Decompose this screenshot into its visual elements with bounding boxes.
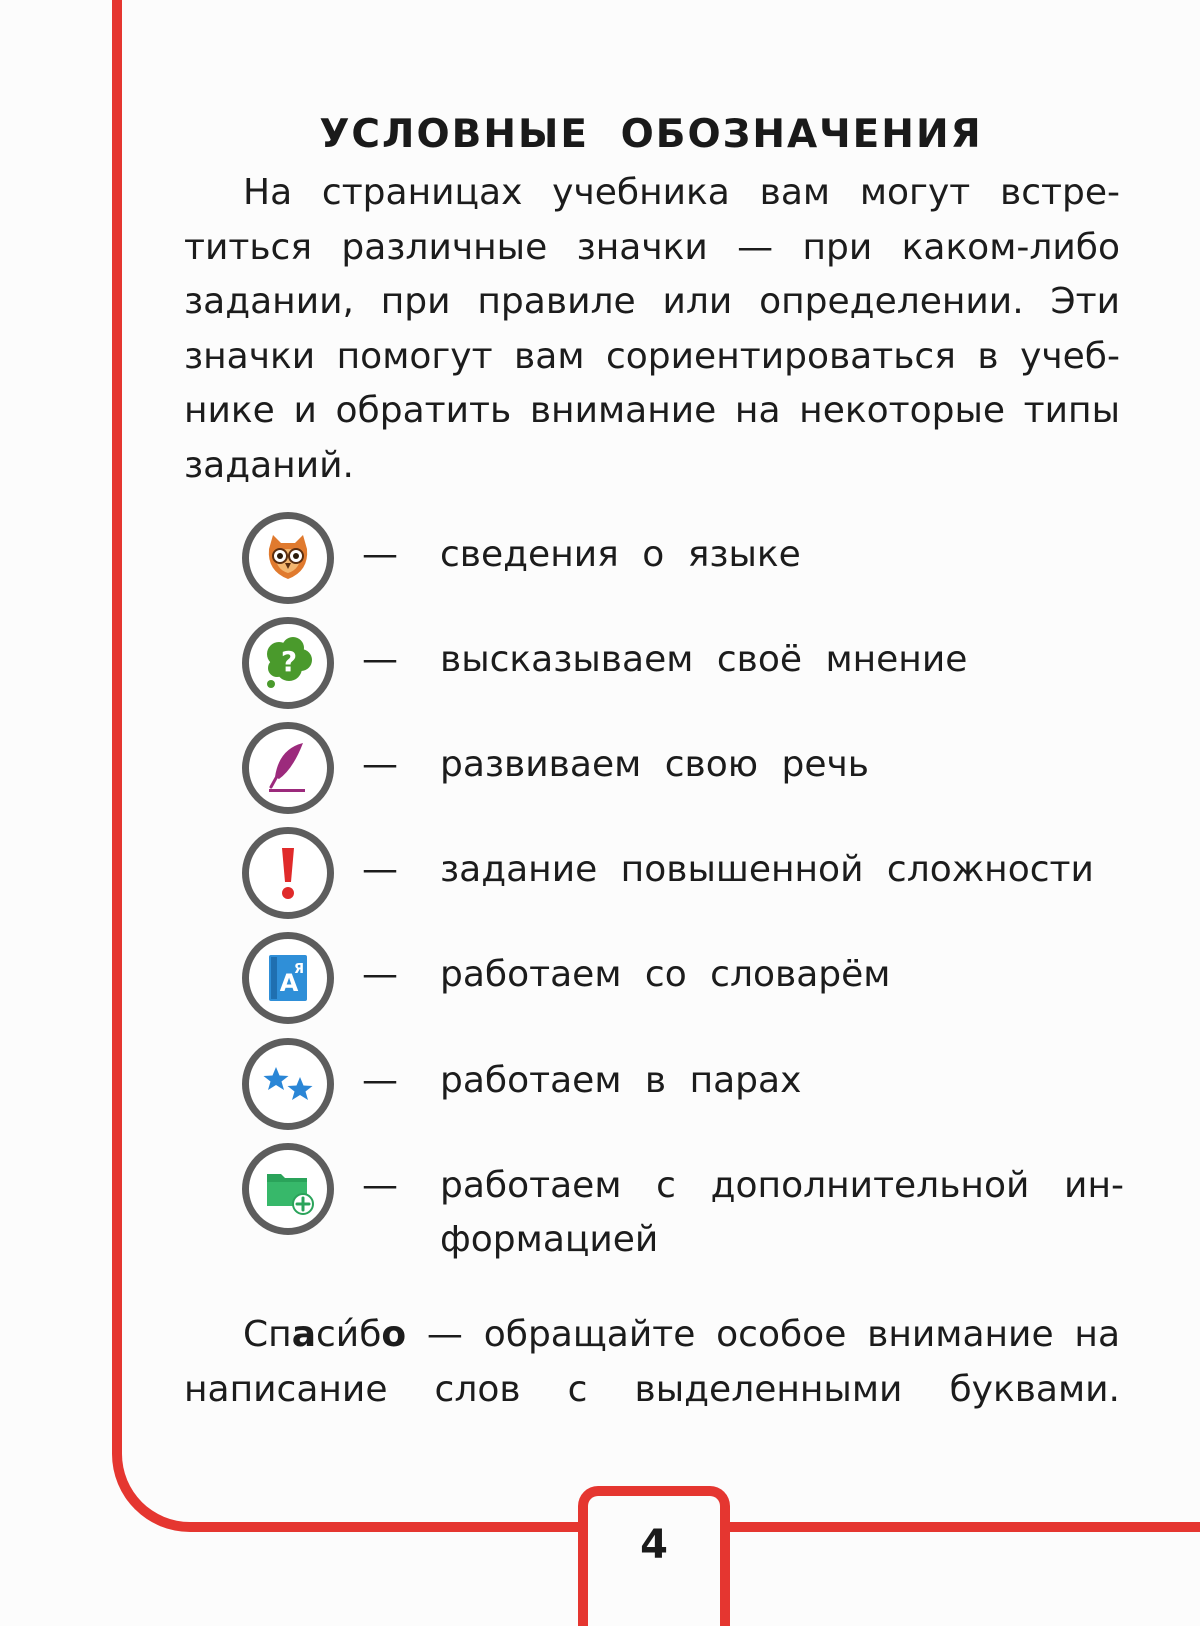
word-part: и́	[335, 1314, 360, 1355]
legend-item-hard-task	[242, 827, 1122, 919]
two-stars-icon	[242, 1038, 334, 1130]
owl-icon	[242, 512, 334, 604]
legend-item-extra-info	[242, 1143, 1124, 1260]
legend-dash: —	[362, 639, 398, 680]
legend-text: работаем с дополнительной информацией	[440, 1165, 1124, 1260]
legend-dash: —	[362, 534, 398, 575]
legend-item-speech	[242, 722, 1122, 814]
legend-text: работаем со словарём	[440, 954, 891, 995]
legend-text: развиваем свою речь	[440, 744, 869, 785]
word-part: б	[359, 1314, 382, 1355]
word-part: Сп	[243, 1314, 292, 1355]
highlighted-letter: о	[381, 1314, 407, 1355]
legend-text: высказываем своё мнение	[440, 639, 968, 680]
legend-item-dictionary	[242, 932, 1122, 1024]
legend-text: задание повышенной сложности	[440, 849, 1094, 890]
word-part: с	[315, 1314, 336, 1355]
spelling-note	[184, 1308, 1120, 1417]
exclamation-icon	[242, 827, 334, 919]
intro-paragraph: На страницах учебника вам могут встретиться различные значки — при каком-либо задании, при правиле или определении. Эти значки помогут вам сориентироваться в учебнике и обратить внимание на некоторые типы заданий.	[184, 172, 1120, 486]
legend-dash: —	[362, 1060, 398, 1101]
example-word	[243, 1314, 406, 1355]
thought-bubble-question-icon	[242, 617, 334, 709]
legend-dash: —	[362, 954, 398, 995]
legend-dash: —	[362, 744, 398, 785]
feather-pen-icon	[242, 722, 334, 814]
svg-text:A: A	[279, 969, 299, 997]
legend-dash: —	[362, 1165, 398, 1206]
folder-plus-icon	[242, 1143, 334, 1235]
legend-item-pairs	[242, 1038, 1122, 1130]
page-title: УСЛОВНЫЕ ОБОЗНАЧЕНИЯ	[319, 112, 983, 158]
legend-item-opinion	[242, 617, 1122, 709]
highlighted-letter: а	[291, 1314, 316, 1355]
svg-text:?: ?	[280, 645, 298, 678]
note-text: — обращайте особое внимание на написание слов с выделенными буквами.	[184, 1314, 1120, 1410]
page-number-tab	[578, 1486, 730, 1626]
legend-text: работаем в парах	[440, 1060, 802, 1101]
dictionary-icon	[242, 932, 334, 1024]
legend-item-language-info	[242, 512, 1122, 604]
svg-text:Я: Я	[293, 962, 305, 977]
page-number: 4	[640, 1522, 668, 1568]
legend-text: сведения о языке	[440, 534, 801, 575]
legend-dash: —	[362, 849, 398, 890]
